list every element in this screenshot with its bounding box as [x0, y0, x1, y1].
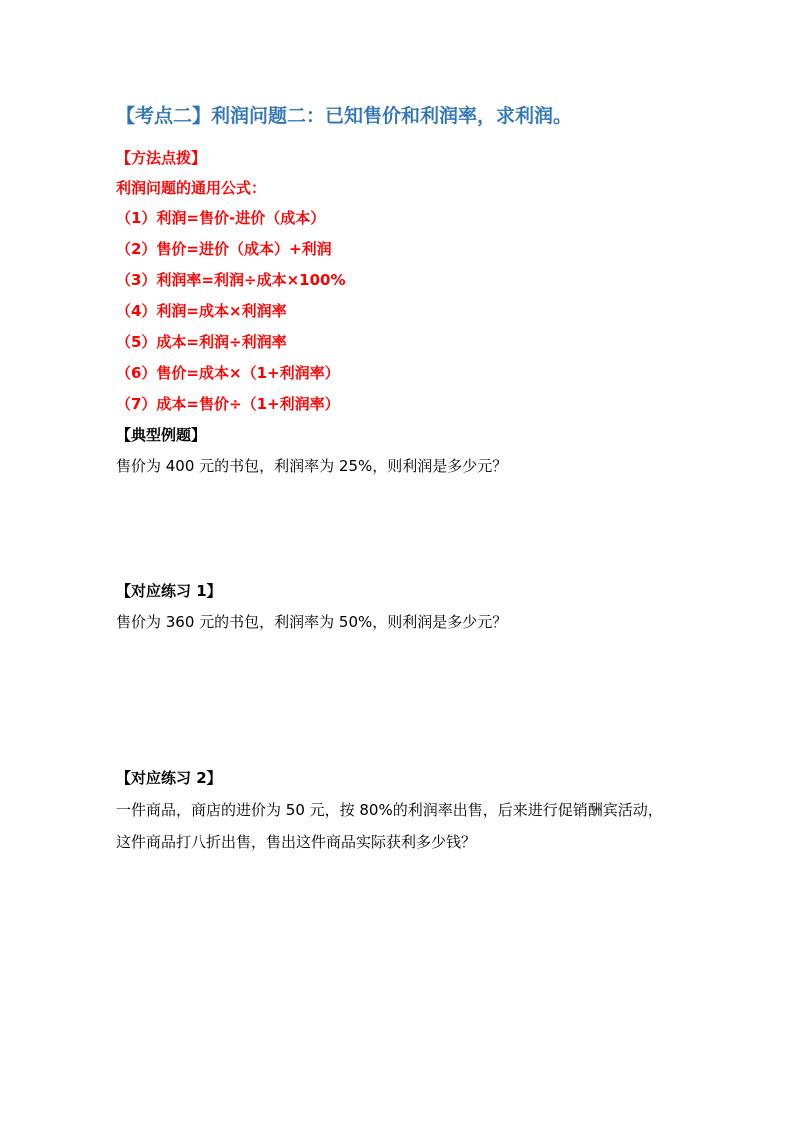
method-heading: 【方法点拨】 [116, 149, 207, 167]
exercise-1-question: 售价为 360 元的书包，利润率为 50%，则利润是多少元？ [116, 613, 508, 631]
exercise-2-heading: 【对应练习 2】 [116, 769, 222, 787]
page-title: 【考点二】利润问题二：已知售价和利润率，求利润。 [116, 105, 573, 127]
formula-7: （7）成本=售价÷（1+利润率） [116, 395, 340, 413]
formula-5: （5）成本=利润÷利润率 [116, 333, 287, 351]
formula-6: （6）售价=成本×（1+利润率） [116, 364, 340, 382]
exercise-2-question-line-1: 一件商品，商店的进价为 50 元，按 80%的利润率出售，后来进行促销酬宾活动， [116, 801, 663, 819]
example-question: 售价为 400 元的书包，利润率为 25%，则利润是多少元？ [116, 457, 508, 475]
formula-3: （3）利润率=利润÷成本×100% [116, 271, 346, 289]
exercise-1-heading: 【对应练习 1】 [116, 582, 222, 600]
formula-1: （1）利润=售价-进价（成本） [116, 209, 326, 227]
method-intro: 利润问题的通用公式： [116, 179, 267, 197]
formula-2: （2）售价=进价（成本）+利润 [116, 240, 332, 258]
formula-4: （4）利润=成本×利润率 [116, 302, 287, 320]
exercise-2-question-line-2: 这件商品打八折出售，售出这件商品实际获利多少钱？ [116, 833, 477, 851]
example-heading: 【典型例题】 [116, 426, 207, 444]
